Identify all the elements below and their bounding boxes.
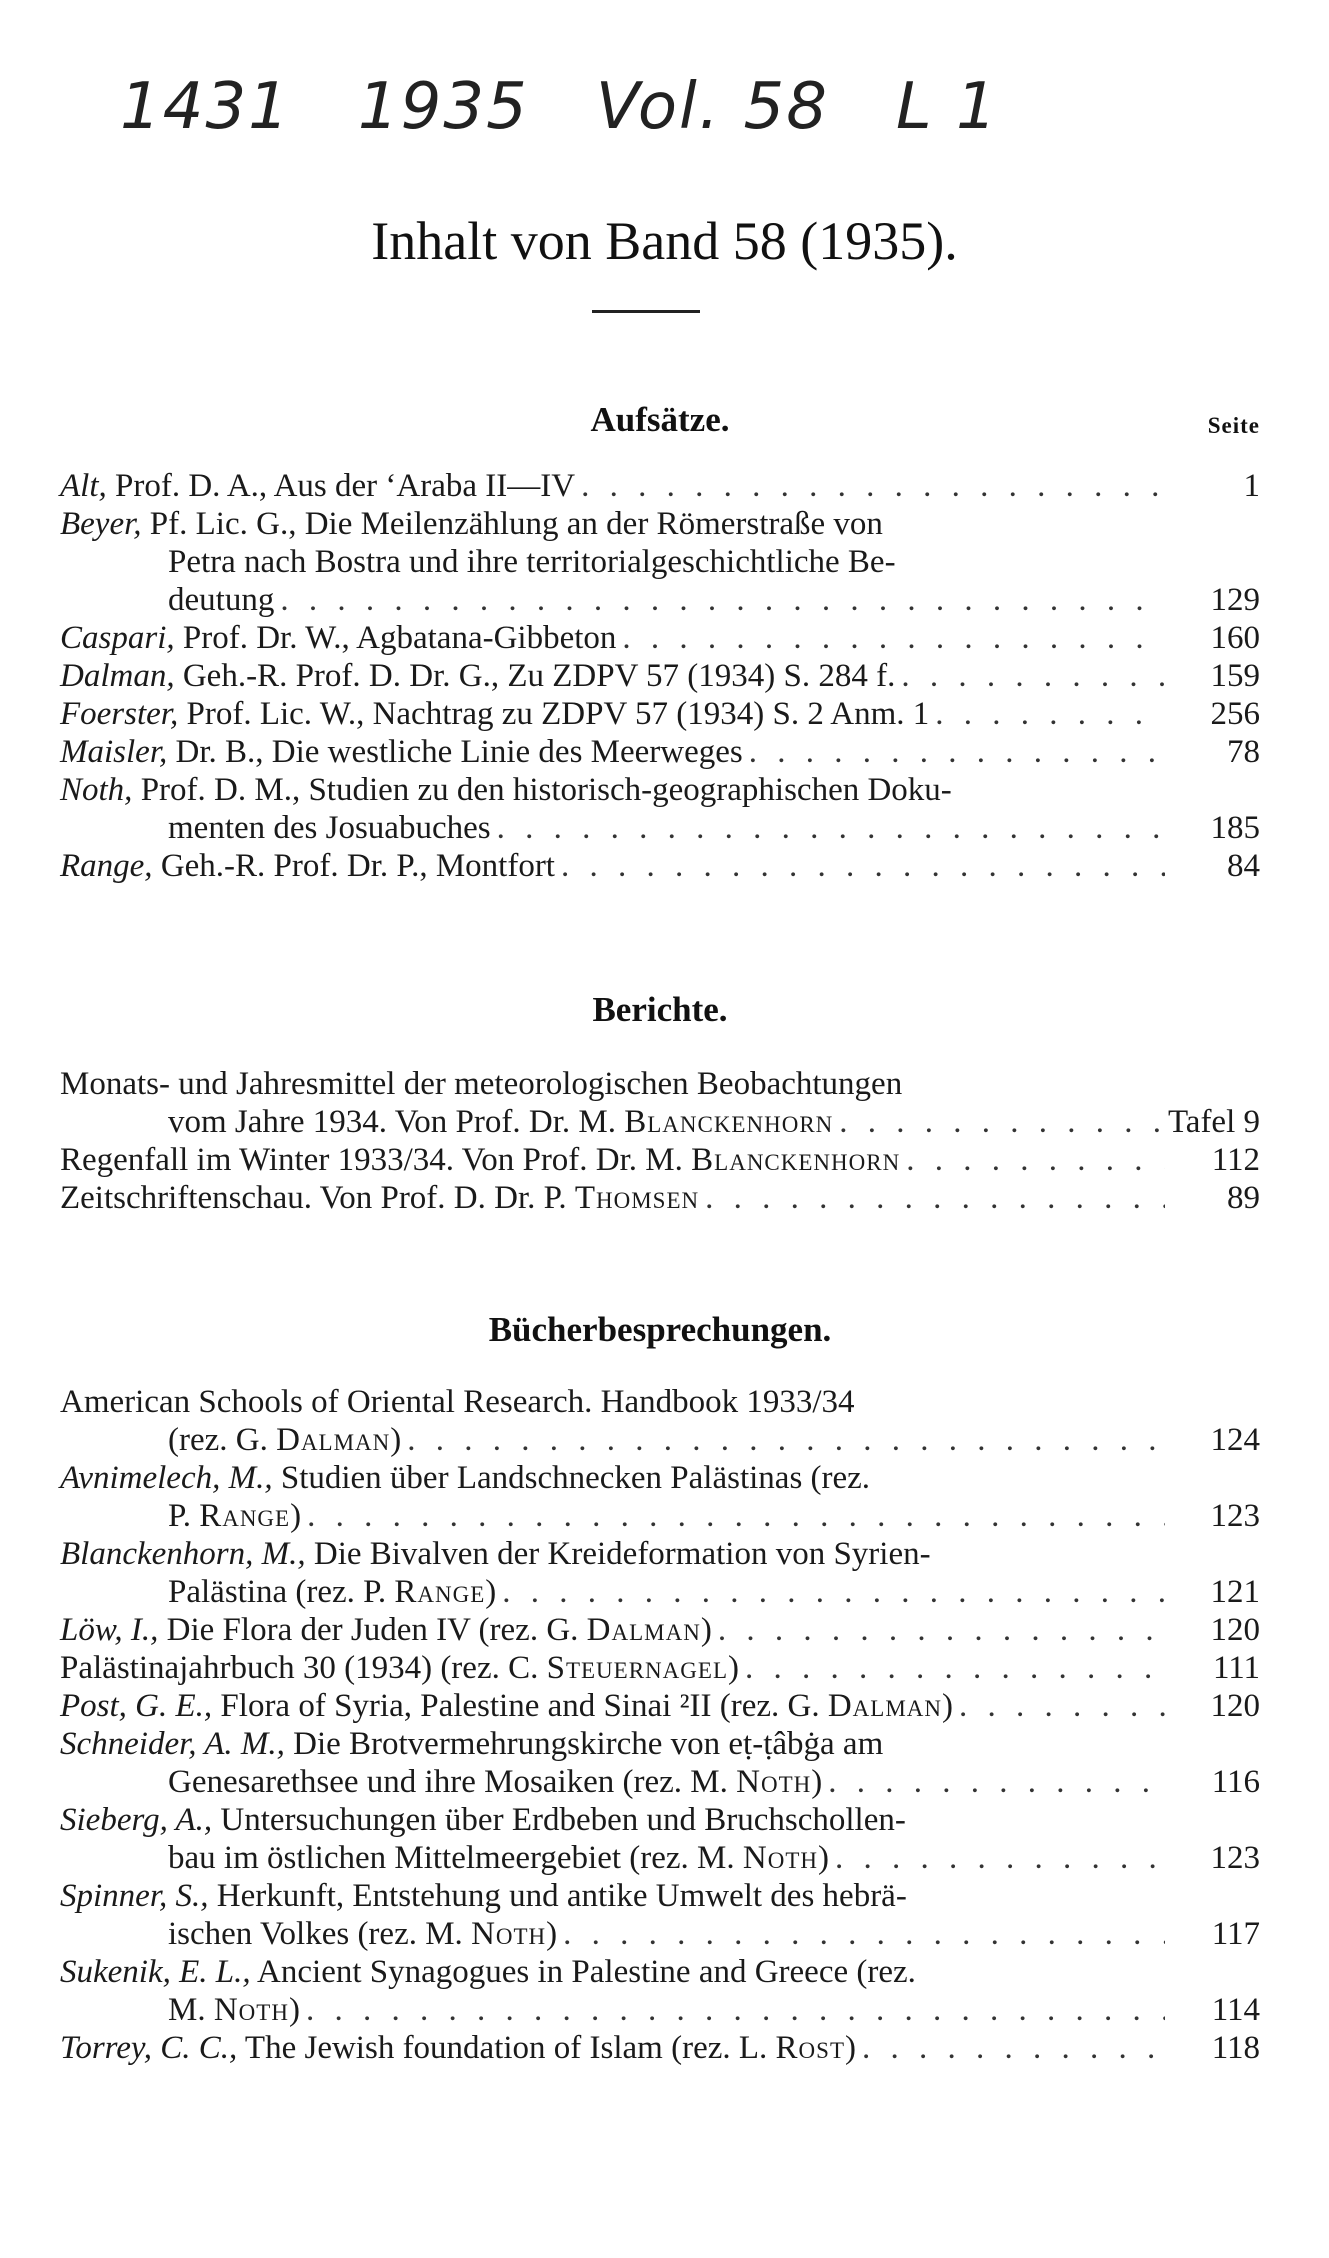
toc-entry (60, 1065, 1260, 1141)
entry-text: bau im östlichen Mittelmeergebiet (rez. M. Noth) (168, 1840, 829, 1876)
page-number: 185 (1210, 810, 1260, 846)
entry-text: menten des Josuabuches (168, 810, 491, 846)
dot-leader (306, 1991, 1165, 2029)
dot-leader (622, 619, 1165, 657)
dot-leader (705, 1179, 1165, 1217)
entry-text: M. Noth) (168, 1992, 300, 2028)
page-number: 159 (1210, 658, 1260, 694)
entry-text: Avnimelech, M., Studien über Landschnecken Palästinas (rez. (60, 1460, 871, 1496)
dot-leader (862, 2029, 1165, 2067)
entry-text: Palästinajahrbuch 30 (1934) (rez. C. Steuernagel) (60, 1650, 739, 1686)
entry-author: Dalman, (60, 658, 175, 694)
page-number: 121 (1210, 1574, 1260, 1610)
entry-author: Alt, (60, 468, 107, 504)
entry-author: Sukenik, E. L., (60, 1954, 251, 1990)
entry-author: Beyer, (60, 506, 142, 542)
entry-text: (rez. G. Dalman) (168, 1422, 402, 1458)
toc-entry (60, 1141, 1260, 1179)
dot-leader (835, 1839, 1165, 1877)
entry-text: Dalman, Geh.-R. Prof. D. Dr. G., Zu ZDPV 57 (1934) S. 284 f. (60, 658, 896, 694)
toc-entry (60, 1459, 1260, 1535)
section-heading: Aufsätze. (590, 400, 730, 439)
entry-author: Torrey, C. C., (60, 2030, 238, 2066)
toc-entry (60, 1877, 1260, 1953)
dot-leader (935, 695, 1165, 733)
entry-text: vom Jahre 1934. Von Prof. Dr. M. Blanckenhorn (168, 1104, 834, 1140)
page-number: 112 (1211, 1142, 1260, 1178)
entry-author: Avnimelech, M., (60, 1460, 273, 1496)
toc-entry (60, 1383, 1260, 1459)
entry-author: Foerster, (60, 696, 179, 732)
dot-leader (280, 581, 1165, 619)
entry-text: Löw, I., Die Flora der Juden IV (rez. G. Dalman) (60, 1612, 712, 1648)
entry-author: Maisler, (60, 734, 168, 770)
entry-text: Foerster, Prof. Lic. W., Nachtrag zu ZDPV 57 (1934) S. 2 Anm. 1 (60, 696, 930, 732)
entry-author: Post, G. E., (60, 1688, 213, 1724)
entry-text: Genesarethsee und ihre Mosaiken (rez. M. Noth) (168, 1764, 823, 1800)
page-number: 116 (1211, 1764, 1260, 1800)
entry-author: Spinner, S., (60, 1878, 209, 1914)
page-number: 120 (1210, 1688, 1260, 1724)
toc-entry (60, 467, 1260, 505)
handwritten-shelfmark: 1431 1935 Vol. 58 L 1 (120, 70, 999, 144)
page-number: 160 (1210, 620, 1260, 656)
toc-entry (60, 505, 1260, 619)
entry-text: Zeitschriftenschau. Von Prof. D. Dr. P. Thomsen (60, 1180, 700, 1216)
page-number: 124 (1210, 1422, 1260, 1458)
toc-entry (60, 1953, 1260, 2029)
entry-text: Post, G. E., Flora of Syria, Palestine and Sinai ²II (rez. G. Dalman) (60, 1688, 953, 1724)
toc-entry (60, 1687, 1260, 1725)
entry-author: Blanckenhorn, M., (60, 1536, 306, 1572)
entry-text: American Schools of Oriental Research. Handbook 1933/34 (60, 1384, 855, 1420)
page-number: 118 (1211, 2030, 1260, 2066)
dot-leader (502, 1573, 1165, 1611)
toc-entry (60, 657, 1260, 695)
entry-text: Range, Geh.-R. Prof. Dr. P., Montfort (60, 848, 555, 884)
section-berichte (60, 985, 1260, 1217)
entry-text: Schneider, A. M., Die Brotvermehrungskirche von eṭ-ṭâbġa am (60, 1726, 884, 1762)
entry-author: Caspari, (60, 620, 175, 656)
section-buecherbesprechungen (60, 1305, 1260, 2067)
title-divider (592, 310, 700, 313)
page-number: 114 (1211, 1992, 1260, 2028)
toc-entry (60, 733, 1260, 771)
entry-text: Noth, Prof. D. M., Studien zu den historisch-geographischen Doku- (60, 772, 952, 808)
dot-leader (497, 809, 1165, 847)
page-number: 1 (1243, 468, 1260, 504)
entry-text: Alt, Prof. D. A., Aus der ʻAraba II—IV (60, 468, 576, 504)
dot-leader (718, 1611, 1165, 1649)
toc-entry (60, 619, 1260, 657)
toc-entry (60, 771, 1260, 847)
dot-leader (901, 657, 1165, 695)
page-number: 117 (1211, 1916, 1260, 1952)
dot-leader (906, 1141, 1165, 1179)
page-number: 129 (1210, 582, 1260, 618)
dot-leader (581, 467, 1165, 505)
entry-author: Schneider, A. M., (60, 1726, 285, 1762)
entry-text: Sukenik, E. L., Ancient Synagogues in Palestine and Greece (rez. (60, 1954, 916, 1990)
entry-text: Caspari, Prof. Dr. W., Agbatana-Gibbeton (60, 620, 617, 656)
entry-text: Spinner, S., Herkunft, Entstehung und antike Umwelt des hebrä- (60, 1878, 907, 1914)
toc-entry (60, 1179, 1260, 1217)
toc-entry (60, 695, 1260, 733)
dot-leader (959, 1687, 1165, 1725)
entry-text: deutung (168, 582, 275, 618)
dot-leader (307, 1497, 1165, 1535)
seite-column-label: Seite (1207, 413, 1260, 438)
page-number: 123 (1210, 1840, 1260, 1876)
page-number: 111 (1212, 1650, 1260, 1686)
page-number: Tafel 9 (1167, 1104, 1260, 1140)
dot-leader (563, 1915, 1165, 1953)
dot-leader (407, 1421, 1165, 1459)
page-number: 89 (1227, 1180, 1260, 1216)
entry-text: Monats- und Jahresmittel der meteorologischen Beobachtungen (60, 1066, 903, 1102)
page-number: 123 (1210, 1498, 1260, 1534)
entry-text: Petra nach Bostra und ihre territorialgeschichtliche Be- (168, 544, 896, 580)
toc-entry (60, 1725, 1260, 1801)
dot-leader (839, 1103, 1165, 1141)
toc-entry (60, 1611, 1260, 1649)
entry-text: Torrey, C. C., The Jewish foundation of Islam (rez. L. Rost) (60, 2030, 856, 2066)
entry-author: Sieberg, A., (60, 1802, 213, 1838)
entry-text: Beyer, Pf. Lic. G., Die Meilenzählung an der Römerstraße von (60, 506, 883, 542)
toc-entry (60, 1801, 1260, 1877)
section-aufsaetze (60, 395, 1260, 885)
page-number: 78 (1227, 734, 1260, 770)
entry-text: Blanckenhorn, M., Die Bivalven der Kreideformation von Syrien- (60, 1536, 931, 1572)
toc-entry (60, 2029, 1260, 2067)
page-number: 120 (1210, 1612, 1260, 1648)
entry-text: Palästina (rez. P. Range) (168, 1574, 497, 1610)
dot-leader (745, 1649, 1165, 1687)
entry-author: Noth, (60, 772, 133, 808)
entry-text: Sieberg, A., Untersuchungen über Erdbeben und Bruchschollen- (60, 1802, 906, 1838)
entry-text: Maisler, Dr. B., Die westliche Linie des Meerweges (60, 734, 743, 770)
entry-author: Range, (60, 848, 153, 884)
entry-text: Regenfall im Winter 1933/34. Von Prof. Dr. M. Blanckenhorn (60, 1142, 901, 1178)
entry-text: ischen Volkes (rez. M. Noth) (168, 1916, 558, 1952)
entry-author: Löw, I., (60, 1612, 159, 1648)
dot-leader (749, 733, 1165, 771)
page-title: Inhalt von Band 58 (1935). (371, 211, 958, 271)
dot-leader (561, 847, 1165, 885)
section-heading: Berichte. (592, 990, 728, 1029)
page-number: 256 (1210, 696, 1260, 732)
toc-entry (60, 847, 1260, 885)
toc-entry (60, 1535, 1260, 1611)
dot-leader (828, 1763, 1165, 1801)
section-heading: Bücherbesprechungen. (488, 1310, 832, 1349)
entry-text: P. Range) (168, 1498, 302, 1534)
toc-entry (60, 1649, 1260, 1687)
page-number: 84 (1227, 848, 1260, 884)
